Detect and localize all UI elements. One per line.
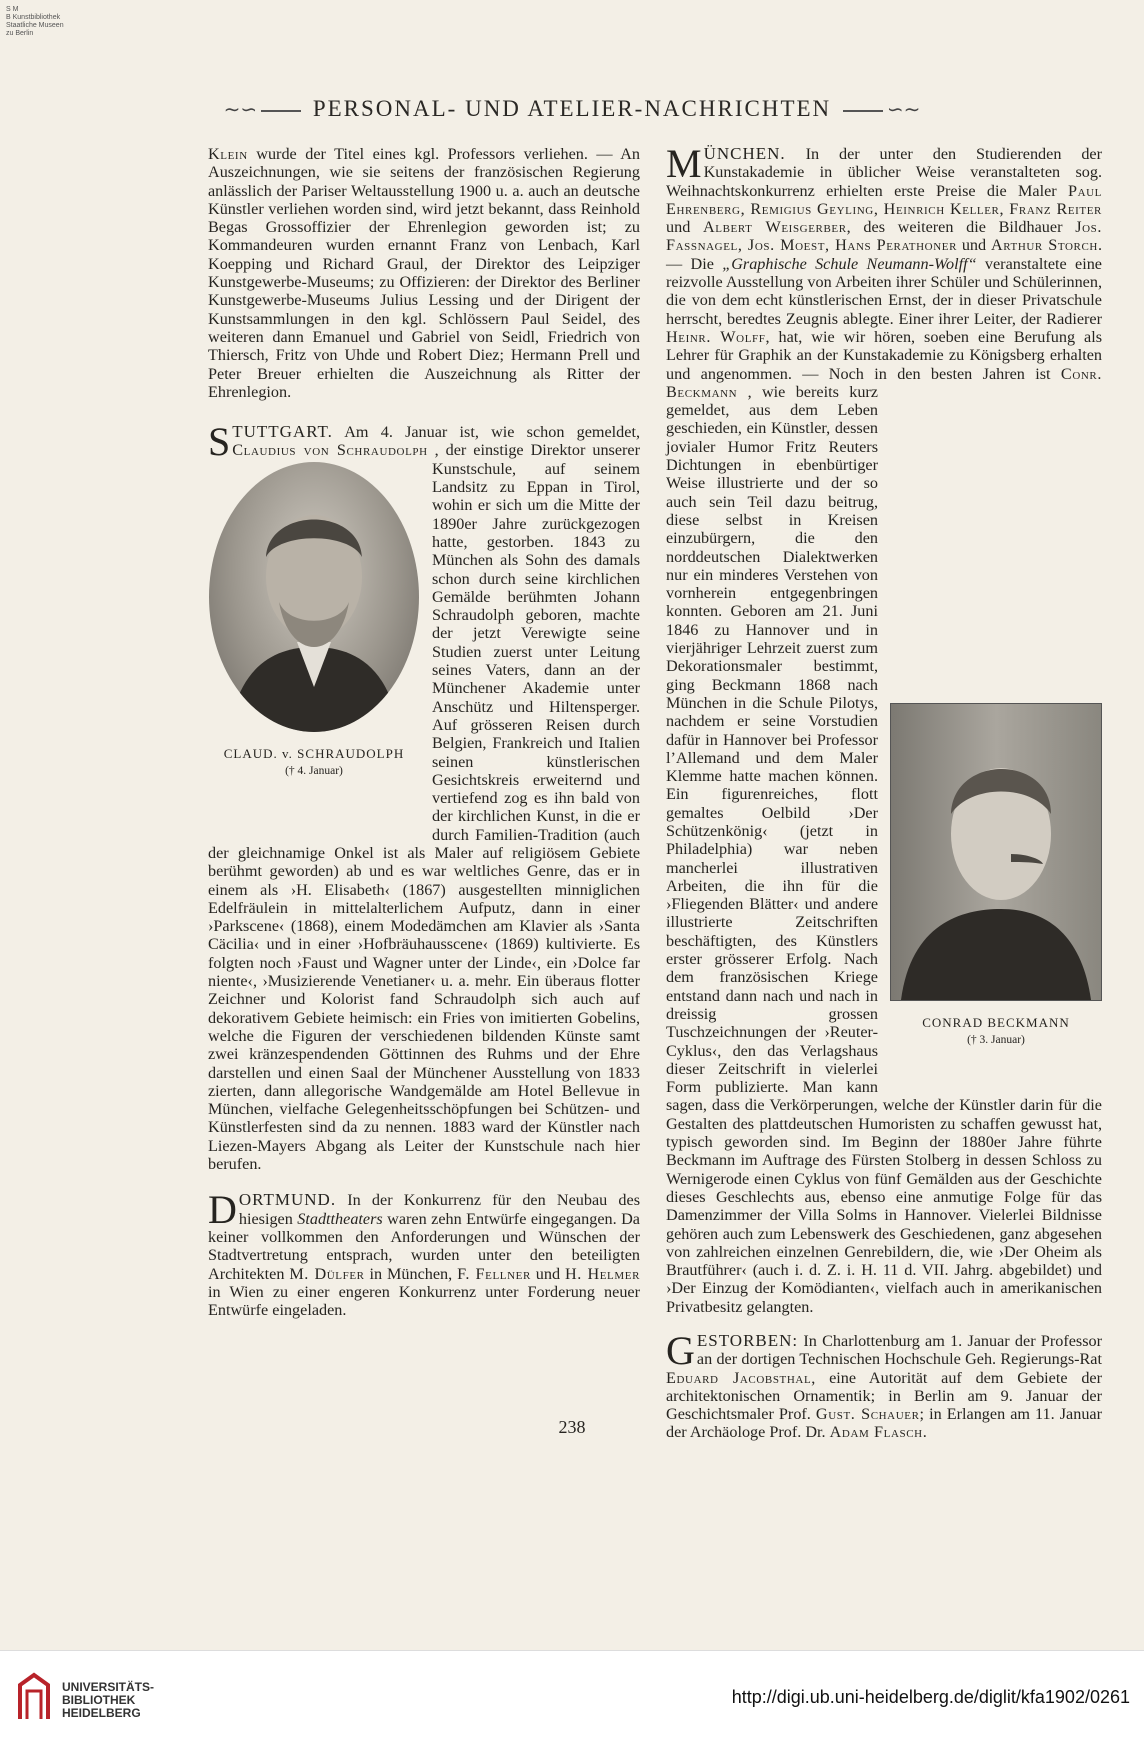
name-jacobsthal: Eduard Jacobsthal <box>666 1368 812 1387</box>
stamp-line: Staatliche Museen <box>6 22 64 29</box>
text-run: , eine Autorität auf dem Gebiete der architektonischen Ornamentik; in Berlin am 9. Januar der Geschichtsmaler Prof. <box>666 1368 1102 1424</box>
text-run: , der einstige Direktor unserer Kunstschule, auf seinem Landsitz zu Eppan in Tirol, wohin er sich um die Mitte der 1890er Jahre zurückgezogen hatte, gestorben. 1843 zu München als Sohn des damals schon durch seine kirchlichen Gemälde berühmten Johann Schraudolph geboren, machte der jetzt Verewigte seine Studien zuerst unter Leitung seines Vaters, dann an der Münchener Akademie unter Anschütz und Hiltensperger. Auf grösseren Reisen durch Belgien, Frankreich und Italien seinen künstlerischen Gesichtskreis erweiternd und vertiefend zog es ihn bald von der kirchlichen Kunst, in die er durch Familien-Tradition (auch der gleichnamige Onkel ist als Maler auf religiösem Gebiete berühmt geworden) ab und es war weltliches Genre, das er in einem als ›H. Elisabeth‹ (1867) ausgestellten minniglichen Edelfräulein in mittelalterlichem Aufputz, dann in einer ›Parkscene‹ (1868), einem Modedämchen am Klavier als ›Santa Cäcilia‹ und in einer ›Hofbräuhausscene‹ (1869) kultivierte. Es folgten noch ›Faust und Wagner unter der Linde‹, ein ›Dolce far niente‹, ›Musizierende Venetianer‹ u. a. mehr. Ein überaus flotter Zeichner und Kolorist fand Schraudolph sich auch auf dekorativem Gebiete heimisch: ein Fries von imitierten Gobelins, welche die Figuren der verschiedenen bildenden Künste samt zwei kränzespendenden Göttinnen des Ruhms und der Ehre darstellen und einen Saal der Münchener Ausstellung von 1833 zierten, dann allegorische Wandgemälde am Hotel Bellevue in München, vielfache Gelegenheitsschöpfungen bei Schützen- und Künstlerfesten sind da zu nennen. 1883 ward der Künstler nach Liezen-Mayers Abgang als Leiter der Kunstschule nach hier berufen. <box>208 441 641 1174</box>
name-beckmann: Conr. Beckmann <box>666 364 1102 401</box>
text-run: und <box>530 1264 565 1283</box>
section-heading: ORTMUND. <box>238 1190 337 1210</box>
name-wolff: Heinr. Wolff <box>666 327 766 346</box>
portrait-beckmann <box>890 703 1102 1075</box>
portrait-silhouette-icon <box>209 462 419 732</box>
text-run: , wie bereits kurz gemeldet, aus dem Leben geschieden, ein Künstler, dessen jovialer Humor Fritz Reuters Dichtungen in ebenbürtiger Weise illustrierte und der so auch sein Teil dazu beitrug, diese selbst in Kreisen einzubürgern, die den norddeutschen Dialektwerken nur ein minderes Verstehen von vornherein entgegenbringen konnten. Geboren am 21. Juni 1846 zu Hannover und in vierjähriger Lehrzeit zuerst zum Dekorationsmaler bestimmt, ging Beckmann 1868 nach München in die Schule Pilotys, nachdem er seine Vorstudien dafür in Hannover bei Professor l’Allemand und dem Maler Klemme hatte machen können. Ein figurenreiches, flott gemaltes Oelbild ›Der Schützenkönig‹ (jetzt in Philadelphia) war neben mancherlei illustrativen Arbeiten, die ihn für die ›Fliegenden Blätter‹ und andere illustrierte Zeitschriften beschäftigten, des Künstlers erster grösserer Erfolg. Nach dem französischen Kriege entstand dann nach und nach in dreissig grossen Tuschzeichnungen der ›Reuter-Cyklus‹, den das Verlagshaus dieser Zeitschrift in vielerlei Form publizierte. Man kann sagen, dass die Verkörperungen, welche der Künstler darin für die Gestalten des plattdeutschen Humoristen zu schaffen gewusst hat, typisch geworden sind. Im Beginn der 1880er Jahre führte Beckmann im Auftrage des Fürsten Stolberg in dessen Schloss zu Wernigerode einen Cyklus von fünf Gemälden aus der Geschichte dieses Geschlechts aus, ebenso eine anmutige Folge für das Damenzimmer der Villa Solms in Hannover. Vielerlei Bildnisse gehören auch zum Lebenswerk des Geschiedenen, ganz abgesehen von zahlreichen einzelnen Genrebildern, die, wie ›Der Oheim als Brautführer‹ (auch i. d. Z. i. H. 11 d. VII. Jahrg. abgebildet) und ›Der Einzug der Komödianten‹, vielfach auch in amerikanischen Privatbesitz gelangten. <box>666 382 1102 1316</box>
portrait-caption <box>208 746 420 779</box>
text-run: und <box>666 218 703 237</box>
footer-bar <box>0 1650 1144 1744</box>
paragraph-stuttgart <box>208 419 641 1174</box>
text-run: In der unter den Studierenden der Kunstakademie in üblicher Weise veranstalteten sog. Weihnachtskonkurrenz erhielten erste Preise die Maler <box>666 145 1102 200</box>
name-klein: Klein <box>208 145 248 163</box>
source-url-link[interactable]: http://digi.ub.uni-heidelberg.de/diglit/kfa1902/0261 <box>731 1687 1130 1707</box>
name-flasch: Adam Flasch <box>829 1423 923 1442</box>
ornament-rule <box>261 110 301 112</box>
ornament-rule <box>843 110 883 112</box>
name-fellner: F. Fellner <box>457 1264 531 1283</box>
stamp-line: S M <box>6 6 19 13</box>
right-column <box>666 141 1103 1454</box>
page-title: PERSONAL- UND ATELIER-NACHRICHTEN <box>312 96 832 121</box>
page-header <box>0 96 1144 122</box>
section-heading: TUTTGART. <box>232 422 333 442</box>
paragraph-dortmund <box>208 1187 641 1320</box>
text-run: wurde der Titel eines kgl. Professors verliehen. — An Auszeichnungen, wie sie seitens der französischen Regierung anlässlich der Pariser Weltausstellung 1900 u. a. auch an deutsche Künstler verliehen worden sind, wird jetzt bekannt, dass Reinhold Begas Grossoffizier der Ehrenlegion geworden ist; zu Kommandeuren wurden ernannt Franz von Lenbach, Karl Koepping und Richard Graul, der Direktor des Leipziger Kunstgewerbe-Museums; zu Offizieren: der Direktor des Berliner Kunstgewerbe-Museums Julius Lessing und der Dirigent der Kunstsammlungen in den kgl. Schlössern Paul Seidel, des weiteren dann Emanuel und Gabriel von Seidl, Friedrich von Thiersch, Fritz von Uhde und Robert Diez; Hermann Prell und Peter Breuer erhielten die Auszeichnung als Ritter der Ehrenlegion. <box>208 145 640 401</box>
caption-name: CONRAD BECKMANN <box>922 1014 1070 1030</box>
portrait-oval <box>209 462 419 732</box>
portrait-schraudolph <box>208 462 420 840</box>
text-run: Am 4. Januar ist, wie schon gemeldet, <box>332 423 640 442</box>
text-run: ; in Erlangen am 11. Januar der Archäologe Prof. Dr. <box>666 1405 1102 1442</box>
library-name-line: UNIVERSITÄTS- <box>62 1680 155 1694</box>
name-duelfer: M. Dülfer <box>289 1264 365 1283</box>
university-logo-icon <box>14 1671 54 1721</box>
italic-term: Stadttheaters <box>297 1209 383 1228</box>
drop-cap: S <box>208 419 231 465</box>
italic-term: „Graphische Schule Neumann-Wolff“ <box>722 254 977 273</box>
text-run: In Charlottenburg am 1. Januar der Professor an der dortigen Technischen Hochschule Geh. Regierungs-Rat <box>696 1332 1102 1369</box>
photo-caption <box>890 1015 1102 1048</box>
names-painters: Paul Ehrenberg, Remigius Geyling, Heinrich Keller, Franz Reiter <box>666 181 1102 218</box>
caption-date: († 3. Januar) <box>967 1033 1025 1046</box>
name-schauer: Gust. Schauer <box>815 1405 920 1424</box>
drop-cap: G <box>666 1328 695 1373</box>
section-heading: ÜNCHEN. <box>703 144 786 163</box>
stamp-line: zu Berlin <box>6 30 34 37</box>
library-stamp <box>6 6 64 38</box>
name-storch: Arthur Storch <box>990 236 1098 255</box>
drop-cap: M <box>666 141 702 186</box>
text-run: waren zehn Entwürfe eingegangen. Da keiner vollkommen den Anforderungen und Wünschen der Stadtvertretung entsprach, wurden unter den beteiligten Architekten <box>208 1209 640 1283</box>
text-run: . — Die <box>666 236 1102 273</box>
library-name-line: HEIDELBERG <box>62 1706 141 1720</box>
paragraph-muenchen <box>666 141 1103 1316</box>
name-weisgerber: Albert Weisgerber <box>703 218 847 237</box>
text-run: veranstaltete eine reizvolle Ausstellung von Arbeiten ihrer Schüler und Schülerinnen, die von dem echt künstlerischen Ernst, der in dieser Privatschule herrscht, beredtes Zeugnis ablegte. Einer ihrer Leiter, der Radierer <box>666 254 1102 328</box>
portrait-photo <box>890 703 1102 1001</box>
text-run: . <box>922 1423 927 1442</box>
text-run: in Wien zu einer engeren Konkurrenz unter Forderung neuer Entwürfe eingeladen. <box>208 1282 640 1320</box>
names-sculptors: Jos. Fassnagel, Jos. Moest, Hans Perathoner <box>666 218 1102 255</box>
left-column <box>208 145 640 1331</box>
text-run: In der Konkurrenz für den Neubau des hiesigen <box>238 1191 640 1228</box>
text-run: in München, <box>364 1264 458 1283</box>
drop-cap: D <box>208 1187 237 1233</box>
text-run: , des weiteren die Bildhauer <box>846 218 1076 237</box>
caption-name: CLAUD. v. SCHRAUDOLPH <box>223 745 405 761</box>
text-run: , hat, wie wir hören, soeben eine Berufung als Lehrer für Graphik an der Kunstakademie zu Königsberg erhalten und angenommen. — Noch in den besten Jahren ist <box>666 327 1103 383</box>
ornament-right-icon: ∽∼ <box>886 99 921 121</box>
name-schraudolph: Claudius von Schraudolph <box>232 441 428 460</box>
stamp-line: B Kunstbibliothek <box>6 14 61 21</box>
page-number: 238 <box>558 1417 586 1437</box>
portrait-profile-icon <box>891 704 1101 1000</box>
library-name-line: BIBLIOTHEK <box>62 1693 136 1707</box>
section-heading: ESTORBEN: <box>696 1331 799 1350</box>
library-name <box>62 1681 154 1720</box>
name-helmer: H. Helmer <box>565 1264 641 1283</box>
caption-date: († 4. Januar) <box>285 764 343 777</box>
text-run: und <box>957 236 991 255</box>
ornament-left-icon: ∼∽ <box>223 99 258 121</box>
paragraph-klein <box>208 145 640 401</box>
